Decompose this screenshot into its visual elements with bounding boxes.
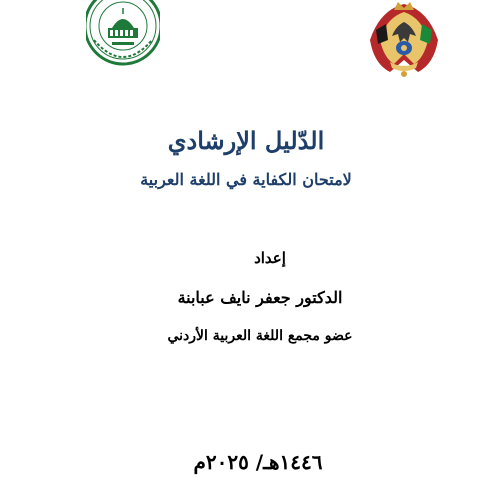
document-title: الدّليل الإرشادي (167, 126, 325, 155)
author-affiliation: عضو مجمع اللغة العربية الأردني (167, 328, 353, 344)
document-subtitle: لامتحان الكفاية في اللغة العربية (140, 170, 352, 189)
prepared-by-label: إعداد (254, 249, 286, 267)
jordan-coat-of-arms-icon (362, 0, 446, 80)
university-seal-icon (86, 0, 160, 68)
author-name: الدكتور جعفر نايف عبابنة (177, 288, 343, 307)
publication-date: ١٤٤٦هـ/ ٢٠٢٥م (193, 450, 323, 474)
